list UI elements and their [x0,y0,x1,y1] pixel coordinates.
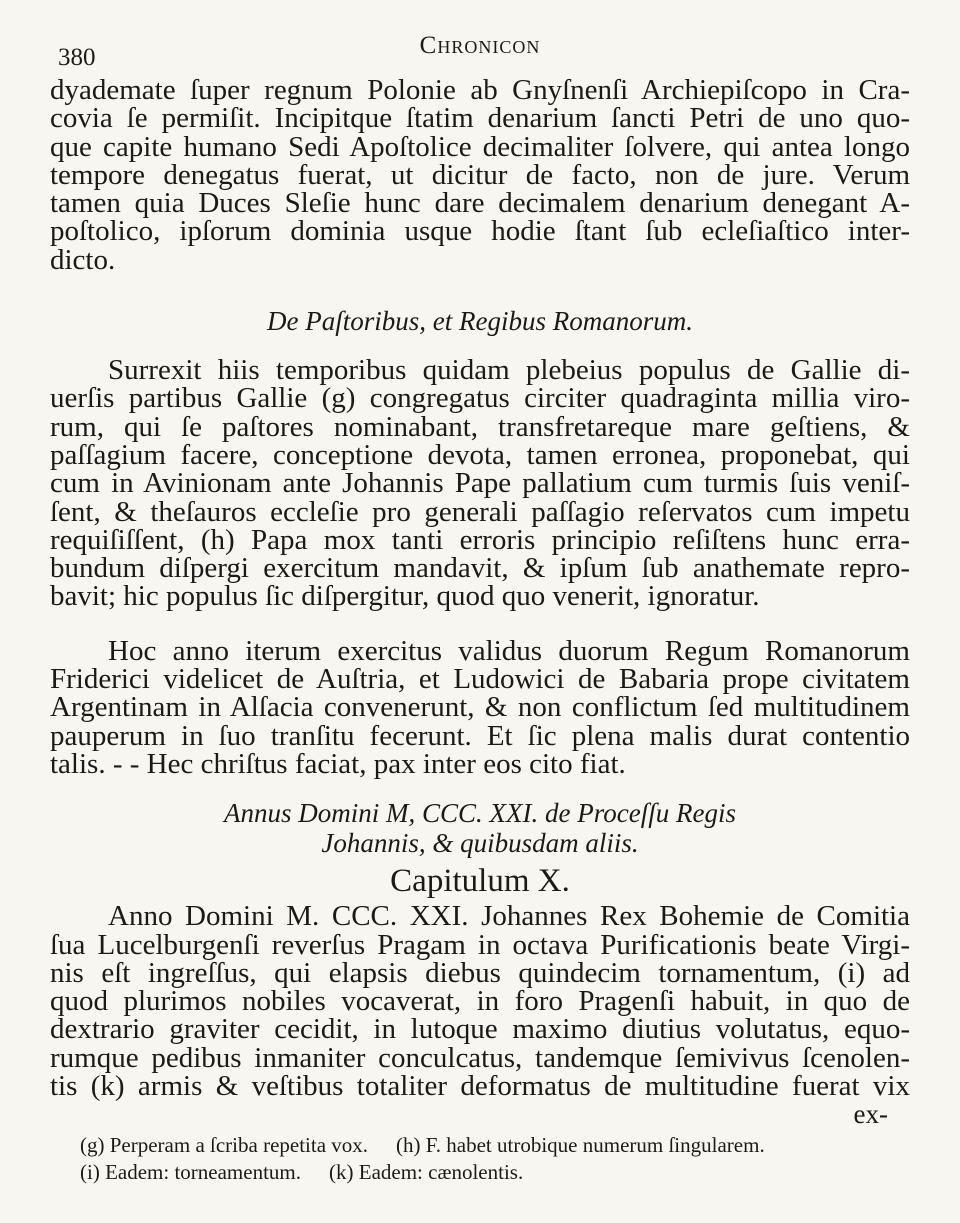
chapter-title: Capitulum X. [390,863,570,900]
text-line: Friderici videlicet de Auſtria, et Ludowici de Babaria prope civitatem [50,663,910,696]
text-line: rumque pedibus inmaniter conculcatus, tandemque ſemivivus ſcenolen- [50,1041,910,1074]
text-line: Surrexit hiis temporibus quidam plebeius populus de Gallie di- [108,354,910,387]
running-head: Chronicon [419,32,541,59]
text-line: uerſis partibus Gallie (g) congregatus circiter quadraginta millia viro- [50,382,910,415]
chapter-subheading [50,798,910,858]
text-line: tempore denegatus fuerat, ut dicitur de facto, non de jure. Verum [50,158,910,191]
page-number: 380 [58,44,96,71]
footnote-h: (h) F. habet utrobique numerum ſingularem. [396,1133,765,1158]
paragraph-3 [50,634,910,780]
footnote-k: (k) Eadem: cænolentis. [329,1160,524,1185]
page-header [50,20,910,76]
text-line: nis eſt ingreſſus, qui elapsis diebus quindecim tornamentum, (i) ad [50,956,910,989]
text-line: que capite humano Sedi Apoſtolice decimaliter ſolvere, qui antea longo [50,130,910,163]
text-line: pauperum in ſuo tranſitu fecerunt. Et ſic plena malis durat contentio [50,719,910,752]
text-line: paſſagium facere, conceptione devota, tamen erronea, proponebat, qui [50,438,910,471]
footnotes [50,1132,910,1186]
text-line: poſtolico, ipſorum dominia usque hodie ſtant ſub ecleſiaſtico inter- [50,215,910,248]
text-line: dicto. [50,243,116,276]
text-line: tamen quia Duces Sleſie hunc dare decimalem denarium denegant A- [50,187,910,220]
text-line: bavit; hic populus ſic diſpergitur, quod quo venerit, ignoratur. [50,580,760,613]
footnote-i: (i) Eadem: torneamentum. [80,1160,302,1185]
text-line: talis. - - Hec chriſtus faciat, pax inter eos cito fiat. [50,747,626,780]
text-line: Anno Domini M. CCC. XXI. Johannes Rex Bohemie de Comitia [108,900,910,933]
text-line: Hoc anno iterum exercitus validus duorum Regum Romanorum [108,634,910,667]
paragraph-1 [50,76,910,274]
footnote-line [50,1132,910,1159]
text-line: covia ſe permiſit. Incipitque ſtatim denarium ſancti Petri de uno quo- [50,102,910,135]
footnote-line [50,1159,910,1186]
subheading-line: Johannis, & quibusdam aliis. [321,828,639,859]
text-line: rum, qui ſe paſtores nominabant, transfretareque mare geſtiens, & [50,410,910,443]
text-line: dyademate ſuper regnum Polonie ab Gnyſnenſi Archiepiſcopo in Cra- [50,74,910,106]
text-line: ſent, & theſauros eccleſie pro generali paſſagio reſervatos cum impetu [50,495,910,528]
paragraph-4 [50,900,910,1103]
section-heading: De Paſtoribus, et Regibus Romanorum. [267,306,693,337]
text-line: quod plurimos nobiles vocaverat, in foro Pragenſi habuit, in quo de [50,985,910,1018]
text-line: Argentinam in Alſacia convenerunt, & non conflictum ſed multitudinem [50,691,910,724]
paragraph-2 [50,356,910,611]
text-line: cum in Avinionam ante Johannis Pape pallatium cum turmis ſuis veniſ- [50,467,910,500]
footnote-g: (g) Perperam a ſcriba repetita vox. [80,1133,369,1158]
text-line: tis (k) armis & veſtibus totaliter deformatus de multitudine fuerat vix [50,1070,910,1103]
text-line: requiſiſſent, (h) Papa mox tanti erroris principio reſiſtens hunc erra- [50,523,910,556]
text-line: ſua Lucelburgenſi reverſus Pragam in octava Purificationis beate Virgi- [50,928,910,961]
text-line: dextrario graviter cecidit, in lutoque maximo diutius volutatus, equo- [50,1013,910,1046]
text-line: bundum diſpergi exercitum mandavit, & ipſum ſub anathemate repro- [50,552,910,585]
subheading-line: Annus Domini M, CCC. XXI. de Proceſſu Regis [224,798,736,829]
catchword: ex- [853,1099,888,1130]
